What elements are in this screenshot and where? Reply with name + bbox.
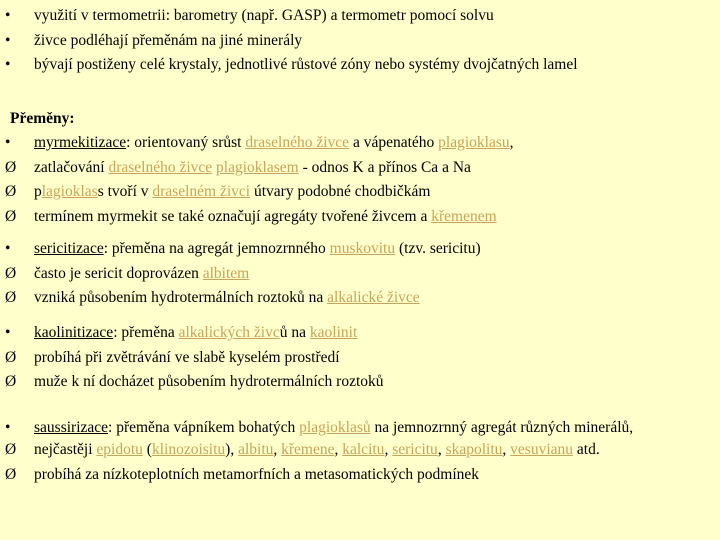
bullet-marker: • — [5, 419, 11, 436]
arrow-marker: Ø — [5, 183, 17, 200]
text: , — [273, 441, 282, 458]
saussuritization-list — [0, 417, 696, 487]
bullet-marker: • — [5, 240, 11, 257]
link-kremen[interactable]: křemenem — [431, 207, 497, 225]
list-item — [0, 262, 700, 287]
text: , — [437, 441, 446, 458]
list-item — [0, 237, 700, 262]
arrow-marker: Ø — [5, 207, 17, 225]
intro-text: využití v termometrii: barometry (např. GASP) a termometr pomocí solvu — [34, 7, 494, 24]
text: , — [502, 441, 511, 458]
list-item — [0, 463, 696, 488]
text: - odnos K a přínos Ca a Na — [298, 158, 471, 176]
term-saussirizace: saussirizace — [34, 419, 109, 436]
text: , — [509, 134, 514, 151]
link-muskovit[interactable]: muskovitu — [329, 240, 396, 257]
text: na jemnozrnný agregát různých minerálů, — [370, 419, 634, 436]
link-sericit[interactable]: sericitu — [392, 441, 438, 458]
list-item — [0, 286, 700, 311]
list-item — [0, 131, 700, 156]
text: p — [34, 183, 42, 200]
link-kremen[interactable]: křemene — [281, 441, 335, 458]
link-skapolit[interactable]: skapolitu — [445, 441, 503, 458]
text: termínem myrmekit se také označují agregáty tvořené živcem a — [34, 207, 432, 225]
arrow-marker: Ø — [5, 264, 17, 282]
text: vzniká působením hydrotermálních roztoků na — [34, 289, 328, 306]
bullet-marker: • — [5, 31, 11, 49]
link-plagioklas[interactable]: lagioklas — [41, 183, 98, 200]
text: (tzv. sericitu) — [395, 240, 481, 257]
term-sericitizace: sericitizace — [34, 240, 104, 257]
link-kaolinit[interactable]: kaolinit — [309, 324, 358, 341]
list-item — [0, 180, 700, 205]
term-myrmekitizace: myrmekitizace — [34, 134, 127, 151]
list-item — [0, 438, 696, 463]
kaolinitization-list — [0, 321, 700, 395]
list-item — [0, 346, 700, 371]
arrow-marker: Ø — [5, 373, 17, 390]
section-heading: Přeměny: — [10, 110, 75, 127]
list-item — [0, 29, 700, 54]
list-item — [0, 4, 700, 29]
text: často je sericit doprovázen — [34, 264, 203, 282]
myrmekitization-list — [0, 131, 700, 229]
text: zatlačování — [34, 158, 109, 176]
link-alkalicke-zivce[interactable]: alkalických živc — [178, 324, 280, 341]
link-plagioklas[interactable]: plagioklasu — [438, 134, 510, 151]
list-item — [0, 321, 700, 346]
bullet-marker: • — [5, 134, 11, 151]
bullet-marker: • — [5, 56, 11, 73]
list-item — [0, 156, 700, 181]
text: a vápenatého — [349, 134, 439, 151]
term-kaolinitizace: kaolinitizace — [34, 324, 114, 341]
intro-text: živce podléhají přeměnám na jiné minerály — [34, 31, 303, 49]
link-draselny-zivec[interactable]: draselného živce — [108, 158, 213, 176]
text: : přeměna na agregát jemnozrnného — [103, 240, 330, 257]
bullet-marker: • — [5, 7, 11, 24]
list-item — [0, 417, 696, 438]
text: , — [384, 441, 393, 458]
link-draselny-zivec[interactable]: draselného živce — [245, 134, 350, 151]
link-klinozoisit[interactable]: klinozoisitu — [151, 441, 226, 458]
text: probíhá při zvětrávání ve slabě kyselém prostředí — [34, 348, 340, 366]
text: ů na — [279, 324, 310, 341]
arrow-marker: Ø — [5, 158, 17, 176]
arrow-marker: Ø — [5, 441, 17, 458]
intro-list — [0, 4, 700, 78]
text: ), — [225, 441, 239, 458]
link-alkalicke-zivce[interactable]: alkalické živce — [327, 289, 420, 306]
arrow-marker: Ø — [5, 348, 17, 366]
list-item — [0, 205, 700, 230]
text: probíhá za nízkoteplotních metamorfních a metasomatických podmínek — [34, 465, 480, 483]
link-draselny-zivec[interactable]: draselném živci — [152, 183, 251, 200]
link-vesuvian[interactable]: vesuvianu — [510, 441, 574, 458]
arrow-marker: Ø — [5, 289, 17, 306]
text: nejčastěji — [34, 441, 97, 458]
text: ( — [142, 441, 152, 458]
list-item — [0, 370, 700, 395]
intro-text: bývají postiženy celé krystaly, jednotlivé růstové zóny nebo systémy dvojčatných lamel — [34, 56, 578, 73]
bullet-marker: • — [5, 324, 11, 341]
text: atd. — [573, 441, 600, 458]
link-kalcit[interactable]: kalcitu — [342, 441, 385, 458]
link-albit[interactable]: albitem — [202, 264, 250, 282]
text: : přeměna vápníkem bohatých — [108, 419, 300, 436]
text: : přeměna — [113, 324, 179, 341]
text: s tvoří v — [97, 183, 153, 200]
text: : orientovaný srůst — [126, 134, 246, 151]
list-item — [0, 53, 700, 78]
text: muže k ní docházet působením hydrotermálních roztoků — [34, 373, 384, 390]
text: , — [334, 441, 343, 458]
arrow-marker: Ø — [5, 465, 17, 483]
link-plagioklas[interactable]: plagioklasem — [216, 158, 299, 176]
link-epidot[interactable]: epidotu — [96, 441, 143, 458]
link-albit[interactable]: albitu — [238, 441, 274, 458]
text: útvary podobné chodbičkám — [250, 183, 431, 200]
link-plagioklas[interactable]: plagioklasů — [299, 419, 371, 436]
sericitization-list — [0, 237, 700, 311]
